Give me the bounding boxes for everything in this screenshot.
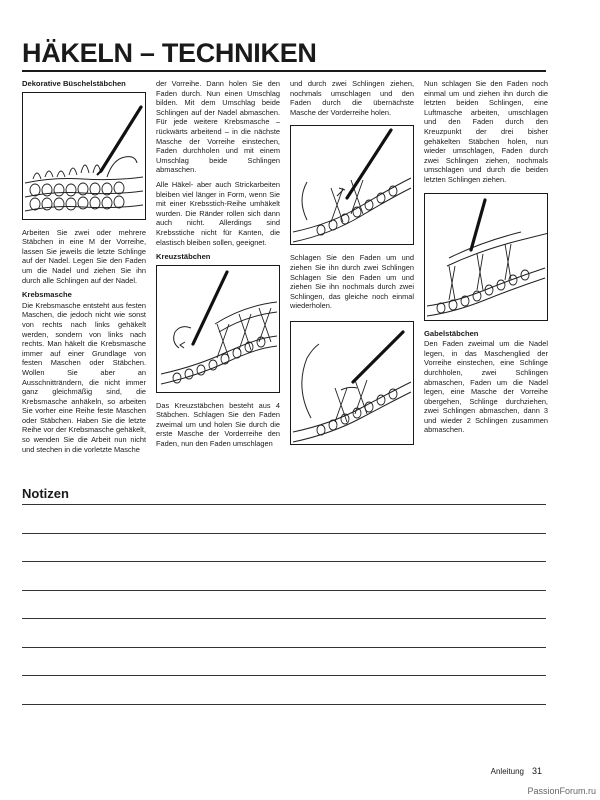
heading-kreuzstaebchen: Kreuzstäbchen bbox=[156, 252, 211, 262]
notes-line bbox=[22, 675, 546, 676]
notes-line bbox=[22, 561, 546, 562]
paragraph-kreuz-final: Nun schlagen Sie den Faden noch einmal um und ziehen ihn durch die letzten beiden Schlingen, eine Luftmasche arbeiten, umschlagen und den Faden durch den Kreuzpunkt der drei bisher gehäkelten Stäbchen holen, nun wieder umschlagen, Faden durch zwei Schlingen ziehen, nochmals umschlagen und durch die beiden letzten Schlingen ziehen. bbox=[424, 79, 548, 184]
notes-line bbox=[22, 704, 546, 705]
illustration-kreuzstaebchen bbox=[156, 265, 280, 393]
heading-krebsmasche: Krebsmasche bbox=[22, 290, 72, 300]
paragraph-gabelstaebchen: Den Faden zweimal um die Nadel legen, in das Maschenglied der Vorreihe einstechen, eine Schlinge durchholen, zwei Schlingen abmaschen, Faden um die Nadel legen, eine Masche der Vorreihe übergehen, Schlinge durchziehen, zwei Schlingen abmaschen, dann 3 und wieder 2 Schlingen zusammen abmaschen. bbox=[424, 339, 548, 435]
column-1 bbox=[22, 79, 146, 459]
paragraph-bueschel: Arbeiten Sie zwei oder mehrere Stäbchen in eine M der Vorreihe, lassen Sie jeweils die letzte Schlinge auf der Nadel. Legen Sie den Faden um die Nadel und ziehen Sie ihn durch alle Schlingen auf der Nadel. bbox=[22, 227, 146, 285]
paragraph-krebsmasche: Die Krebsmasche entsteht aus festen Maschen, die jedoch nicht wie sonst von rechts nach links gehäkelt werden, sondern von links nach rechts. Man häkelt die Krebsmasche immer auf einer Grundlage von festen Maschen oder Stäbchen. Wollen Sie aber an Ausschnitträndern, die nicht immer ganz gleichmäßig sind, die Krebsmasche anhäkeln, so arbeiten Sie vorher eine Reihe feste Maschen oder Stäbchen. Haben Sie die letzte Reihe vor der Krebsmasche gehäkelt, so wenden Sie die Arbeit nun nicht und stechen in die vorletzte Masche bbox=[22, 300, 146, 454]
paragraph-kreuz-step: Schlagen Sie den Faden um und ziehen Sie ihn durch zwei Schlingen Schlagen Sie den Faden um und ziehen Sie ihn nochmals durch zwei Schlingen, das gleiche noch einmal wiederholen. bbox=[290, 253, 414, 311]
footer-label: Anleitung bbox=[490, 767, 524, 776]
paragraph-kreuz-cont: und durch zwei Schlingen ziehen, nochmals umschlagen und den Faden durch die übernächste Masche der Vorderreihe holen. bbox=[290, 79, 414, 117]
title-rule bbox=[22, 70, 546, 72]
notes-line bbox=[22, 504, 546, 505]
heading-bueschelstaebchen: Dekorative Büschelstäbchen bbox=[22, 79, 126, 88]
illustration-gabelstaebchen bbox=[424, 193, 548, 321]
notes-lines bbox=[22, 504, 546, 732]
column-2 bbox=[156, 79, 280, 454]
illustration-kreuz-step1 bbox=[290, 125, 414, 245]
page-footer bbox=[491, 766, 542, 776]
illustration-bueschelstaebchen bbox=[22, 92, 146, 220]
illustration-kreuz-step2 bbox=[290, 321, 414, 445]
notes-title: Notizen bbox=[22, 486, 69, 501]
heading-gabelstaebchen: Gabelstäbchen bbox=[424, 328, 479, 338]
column-3 bbox=[290, 79, 414, 453]
watermark: PassionForum.ru bbox=[527, 786, 596, 796]
page-number: 31 bbox=[531, 766, 542, 776]
page-title: HÄKELN – TECHNIKEN bbox=[22, 38, 317, 68]
paragraph-krebs-cont: der Vorreihe. Dann holen Sie den Faden durch. Nun einen Umschlag bilden. Mit dem Umschlag beide Schlingen auf der Nadel abmaschen. Für jede weitere Krebsmasche – rückwärts arbeitend – in die nächste Masche der Vorreihe einstechen, Faden durchholen und mit einem Umschlag beide Schlingen abmaschen. bbox=[156, 79, 280, 175]
paragraph-krebsstich: Alle Häkel- aber auch Strickarbeiten bleiben viel länger in Form, wenn Sie mit einer Krebsstich-Reihe umhäkelt wurden. Die Ränder rollen sich dann auch nicht. Allerdings sind Krebsstiche nicht für Kanten, die elastisch bleiben sollen, geeignet. bbox=[156, 179, 280, 247]
notes-line bbox=[22, 647, 546, 648]
notes-line bbox=[22, 590, 546, 591]
column-4 bbox=[424, 79, 548, 440]
paragraph-kreuzstaebchen: Das Kreuzstäbchen besteht aus 4 Stäbchen. Schlagen Sie den Faden zweimal um und holen Sie durch die erste Masche der Vorderreihe den Faden, nun den Faden umschlagen bbox=[156, 400, 280, 449]
notes-line bbox=[22, 533, 546, 534]
notes-line bbox=[22, 618, 546, 619]
